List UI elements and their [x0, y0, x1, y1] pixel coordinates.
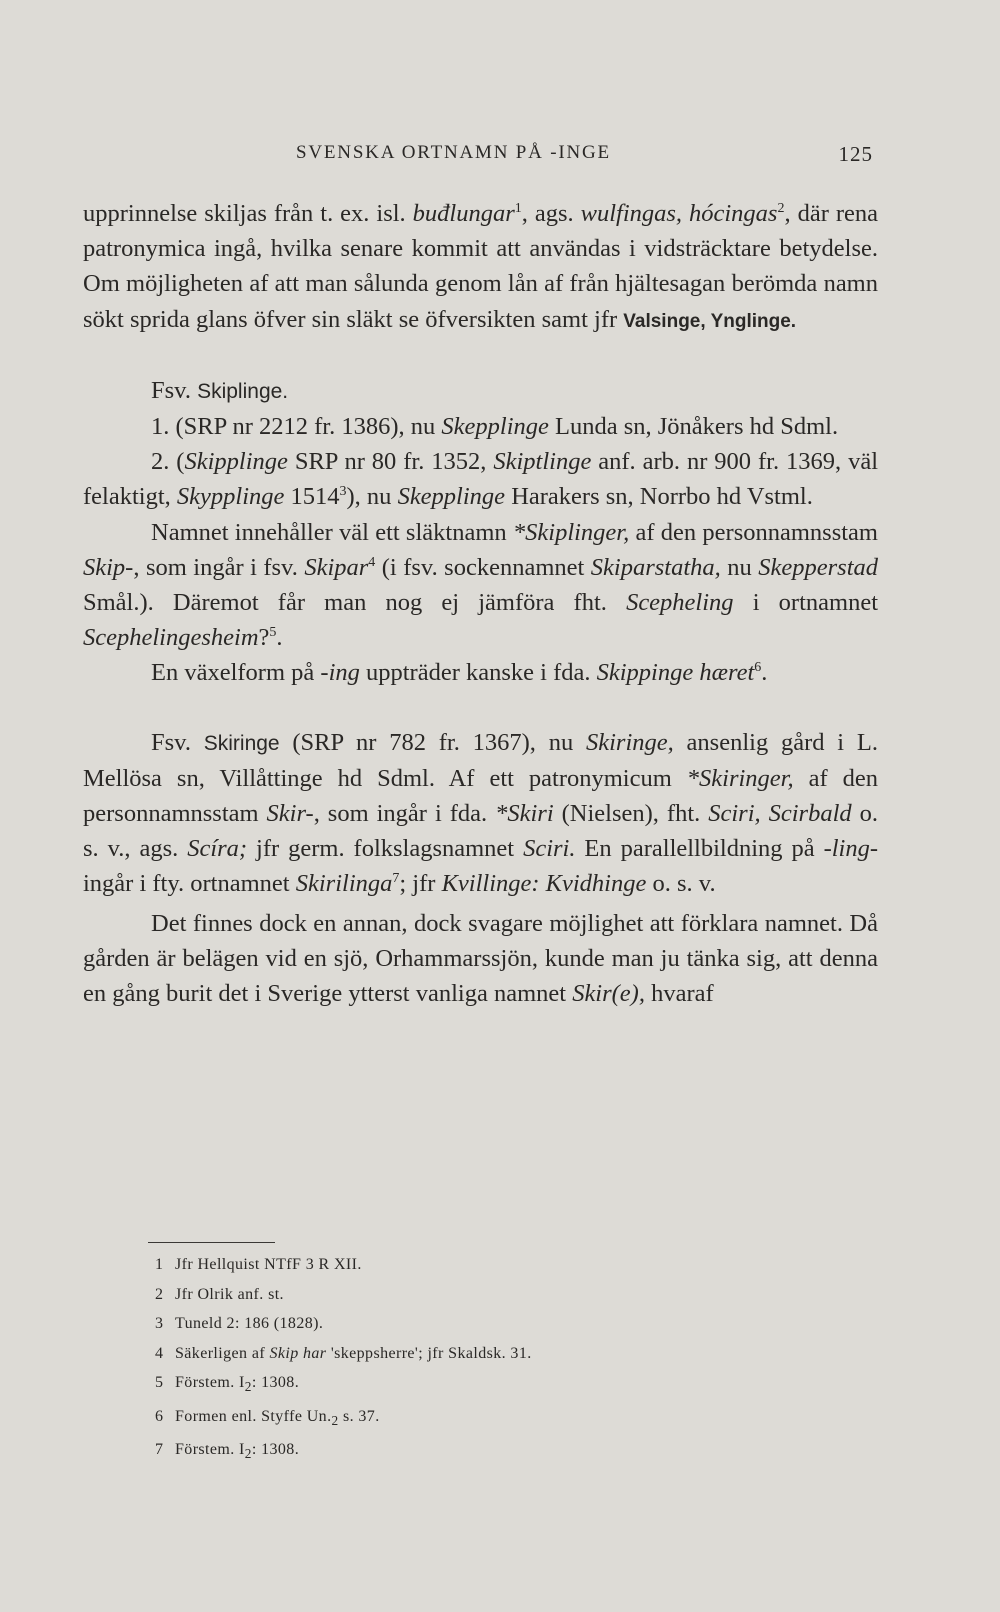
text-run: (Nielsen), fht. — [553, 800, 709, 828]
running-title: SVENSKA ORTNAMN PÅ -INGE — [296, 142, 611, 163]
italic-term: Skepplinge — [397, 483, 506, 511]
text-run: Fsv. — [151, 728, 204, 756]
italic-term: Scephelingesheim — [83, 624, 259, 652]
footnote-ref: 5 — [269, 625, 277, 641]
text-run: , ags. — [521, 200, 581, 227]
text-run: Lunda sn, Jönåkers hd Sdml. — [548, 413, 839, 441]
italic-term: Skir- — [266, 800, 314, 828]
text-run: , som ingår i fsv. — [133, 553, 305, 581]
footnote-number: 4 — [155, 1344, 164, 1362]
text-run: En växelform på — [151, 659, 321, 687]
footnote — [155, 1250, 755, 1280]
italic-term: Scíra; — [187, 835, 248, 863]
list-item — [83, 409, 878, 444]
italic-term: Skiptlinge — [493, 448, 592, 476]
footnote-ref: 2 — [777, 200, 785, 216]
footnote-number: 7 — [155, 1441, 164, 1459]
text-run: Harakers sn, Norrbo hd Vstml. — [505, 483, 813, 511]
text-run: ; jfr — [399, 870, 442, 898]
body-text — [83, 196, 878, 1011]
entry-heading — [83, 373, 878, 409]
footnote-text: Förstem. I — [175, 1374, 245, 1391]
text-run: uppträder kanske i fda. — [359, 659, 597, 687]
footnote-number: 6 — [155, 1407, 164, 1425]
italic-term: Skipplinge — [184, 448, 288, 476]
text-run: ), nu — [346, 483, 398, 511]
italic-term: Skipar — [304, 553, 369, 581]
italic-term: -ing — [320, 659, 360, 687]
footnote-text: 'skeppsherre'; jfr Skaldsk. 31. — [326, 1344, 532, 1362]
text-run: o. s. v., ags. — [83, 800, 878, 863]
text-run: . — [276, 624, 283, 652]
italic-term: Skippinge hæret — [596, 659, 755, 687]
footnote-ref: 3 — [339, 484, 347, 500]
footnote-text: Formen enl. Styffe Un. — [175, 1407, 332, 1425]
text-run: . — [761, 659, 768, 687]
italic-term: Skip- — [83, 553, 134, 581]
running-head — [83, 142, 873, 172]
footnote — [155, 1280, 755, 1310]
text-run: anf. arb. nr 900 fr. 1369, väl felaktigt, — [83, 448, 879, 511]
text-run: (i fsv. sockennamnet — [375, 553, 591, 581]
paragraph — [83, 655, 878, 690]
footnote-ref: 7 — [392, 871, 400, 887]
footnotes — [155, 1250, 755, 1469]
italic-term: Scepheling — [626, 589, 734, 617]
footnote-text: Säkerligen af — [175, 1344, 270, 1362]
italic-term: *Skiri — [495, 800, 554, 828]
footnote — [155, 1368, 755, 1402]
text-run: af den personnamnsstam — [83, 764, 878, 828]
text-run: 1. (SRP nr 2212 fr. 1386), nu — [151, 413, 442, 441]
cross-reference: Valsinge, Ynglinge. — [623, 310, 797, 332]
italic-term: Skir(e), — [572, 980, 645, 1008]
subscript: 2 — [244, 1446, 252, 1462]
text-run: hvaraf — [644, 980, 714, 1008]
footnote-number: 2 — [155, 1285, 164, 1303]
italic-term: *Skiringer, — [686, 764, 794, 792]
italic-term: Skepperstad — [758, 553, 879, 581]
text-run: SRP nr 80 fr. 1352, — [287, 448, 494, 476]
italic-term: Sciri, Scirbald — [708, 800, 852, 828]
italic-term: Skypplinge — [176, 483, 285, 511]
text-run: 2. ( — [151, 448, 185, 476]
text-run: upprinnelse skiljas från t. ex. isl. — [83, 200, 413, 227]
italic-term: wulfingas, hócingas — [580, 200, 778, 227]
footnote-text: : 1308. — [251, 1374, 300, 1391]
italic-term: *Skiplinger, — [512, 518, 630, 546]
italic-term: Sciri. — [523, 835, 576, 863]
footnote-text: Tuneld 2: 186 (1828). — [175, 1315, 324, 1332]
text-run: (SRP nr 782 fr. 1367), nu — [279, 728, 586, 756]
footnote — [155, 1402, 755, 1436]
paragraph — [83, 906, 878, 1012]
footnote — [155, 1339, 755, 1369]
list-item — [83, 444, 878, 514]
text-run: ansenlig gård i L. Mellösa sn, Villåttinge hd Sdml. Af ett patronymicum — [83, 728, 878, 792]
text-run: af den personnamnsstam — [629, 518, 878, 546]
text-run: Smål.). Däremot får man nog ej jämföra fht. — [83, 589, 627, 617]
text-run: i ortnamnet — [733, 589, 879, 617]
text-run: jfr germ. folkslagsnamnet — [247, 835, 524, 863]
text-run: Namnet innehåller väl ett släktnamn — [151, 518, 513, 546]
text-run: Det finnes dock en annan, dock svagare möjlighet att förklara namnet. Då gården är belägen vid en sjö, Orhammarssjön, kunde man ju tänka sig, att denna en gång burit det i Sverige ytterst vanliga namnet — [83, 909, 878, 1008]
text-run: ingår i fty. ortnamnet — [83, 870, 296, 898]
footnote — [155, 1435, 755, 1469]
footnote-ref: 6 — [754, 660, 762, 676]
text-run: o. s. v. — [646, 870, 716, 898]
entry-name: Skiplinge. — [197, 379, 289, 403]
paragraph — [83, 725, 878, 902]
text-run: nu — [720, 553, 759, 581]
entry-name: Skiringe — [203, 731, 280, 755]
page-number: 125 — [838, 142, 873, 166]
footnote-divider — [148, 1242, 275, 1243]
italic-term: Skiparstatha, — [590, 553, 721, 581]
text-run: , där rena patronymica ingå, hvilka senare kommit att användas i vidsträcktare betydelse. Om möjligheten af att man sålunda genom lån af från hjältesagan berömda namn sökt sprida glans öfver sin släkt se öfversikten samt jfr — [83, 200, 878, 333]
footnote-text: Förstem. I — [175, 1441, 245, 1459]
footnote-number: 3 — [155, 1315, 164, 1332]
italic-term: Kvillinge: Kvidhinge — [441, 870, 647, 898]
footnote-number: 1 — [155, 1256, 164, 1273]
text-run: , som ingår i fda. — [313, 800, 496, 828]
footnote — [155, 1309, 755, 1339]
italic-term: Skiringe, — [585, 728, 674, 756]
subscript: 2 — [331, 1412, 339, 1428]
text-run: En parallellbildning på — [575, 835, 824, 863]
footnote-text: : 1308. — [251, 1441, 300, 1459]
italic-term: Skepplinge — [441, 413, 549, 441]
italic-term: buđlungar — [412, 200, 515, 227]
footnote-ref: 4 — [368, 554, 376, 570]
text-run: Fsv. — [151, 376, 198, 404]
italic-term: -ling- — [823, 835, 878, 863]
text-run: ? — [258, 624, 270, 652]
footnote-text: s. 37. — [338, 1407, 380, 1425]
italic-term: Skirilinga — [295, 870, 393, 898]
footnote-text: Jfr Olrik anf. st. — [175, 1285, 284, 1303]
text-run: 1514 — [284, 483, 340, 511]
paragraph — [83, 515, 878, 656]
italic-term: Skip har — [269, 1344, 327, 1362]
subscript: 2 — [244, 1379, 252, 1395]
paragraph — [83, 196, 878, 339]
footnote-ref: 1 — [514, 200, 522, 216]
footnote-number: 5 — [155, 1374, 164, 1391]
footnote-text: Jfr Hellquist NTfF 3 R XII. — [175, 1256, 362, 1273]
